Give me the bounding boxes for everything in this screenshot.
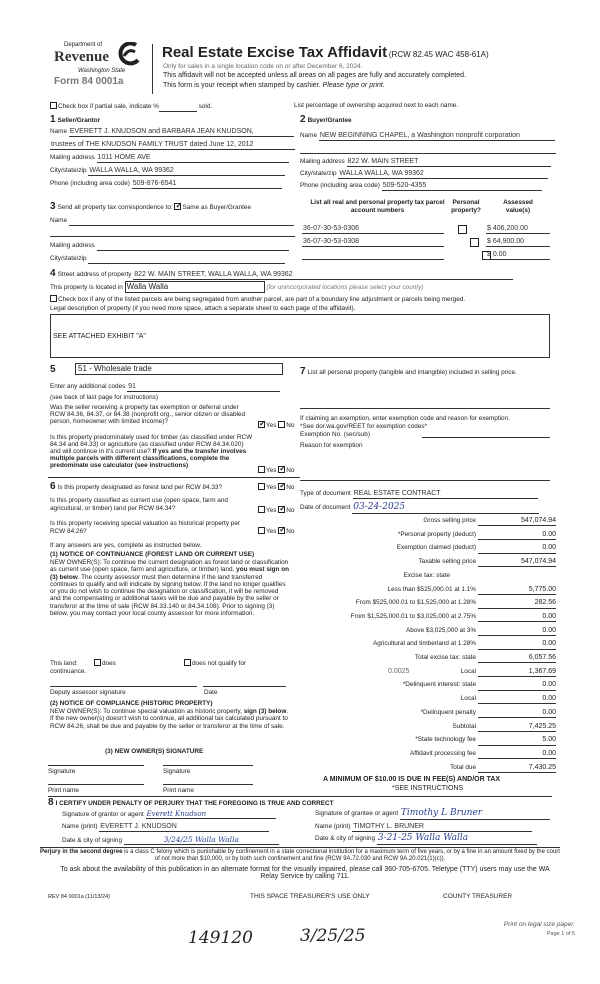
- yes-label: Yes: [266, 467, 277, 474]
- name-label: Name: [50, 128, 68, 135]
- fee-label: Excise tax: state: [403, 571, 450, 579]
- owner-signature-line-2[interactable]: [163, 765, 253, 766]
- historic-question: Is this property receiving special valuation as historical property per RCW 84.26?: [50, 520, 241, 535]
- fee-value[interactable]: 547,074.94: [478, 517, 556, 526]
- fee-value[interactable]: 5,775.00: [478, 586, 556, 595]
- treasurer-use-label: THIS SPACE TREASURER'S USE ONLY: [250, 893, 370, 900]
- current-use-question: Is this property classified as current use (open space, farm and agricultural, or timber) land per RCW 84.34?: [50, 497, 228, 512]
- title-rcw: (RCW 82.45 WAC 458-61A): [388, 50, 489, 59]
- grantee-name: [315, 823, 532, 832]
- partial-label: Check box if partial sale, indicate %: [58, 103, 159, 110]
- dor-logo: [50, 40, 142, 102]
- new-owner-signature-title: (3) NEW OWNER(S) SIGNATURE: [105, 748, 204, 755]
- fee-row: [300, 558, 580, 570]
- fee-row: [300, 668, 580, 680]
- same-as-buyer-checkbox[interactable]: [174, 203, 181, 210]
- grantee-date: [315, 833, 537, 845]
- fee-value[interactable]: 0.00: [478, 544, 556, 553]
- section-number: 8: [48, 797, 54, 808]
- does-label: does: [102, 660, 116, 667]
- sec4-located: [50, 281, 423, 293]
- subtitle-line3: [163, 82, 385, 90]
- type-label: Type of document: [300, 490, 351, 497]
- seller-mail-field[interactable]: 1011 HOME AVE: [97, 154, 289, 163]
- current-use-no-checkbox[interactable]: [278, 506, 285, 513]
- name-print-label: Name (print): [62, 823, 98, 830]
- local-rate: 0.0025: [388, 667, 410, 675]
- current-use-yes-checkbox[interactable]: [258, 506, 265, 513]
- form-title: [162, 44, 489, 62]
- forest-no-checkbox[interactable]: [278, 483, 285, 490]
- sec3-city-field[interactable]: [88, 255, 285, 264]
- perjury-text: is a class C felony which is punishable by confinement in a state correctional institution for a maximum term of five years, or by a fine in an amount fixed by the court of not more than $10,000, or by both such confinement and fine (RCW 9A.72.030 and RCW 9A.20.021(1)(c)).: [122, 849, 560, 862]
- q3-answer: [258, 483, 294, 492]
- accessibility-notice: To ask about the availability of this publication in an alternate format for the visually impaired, please call 360-705-6705. Teletype (TTY) users may use the WA Relay Service by calling 711.: [60, 866, 550, 881]
- fee-value[interactable]: 0.00: [478, 627, 556, 636]
- reason-label: Reason for exemption: [300, 442, 363, 449]
- grantee-signature: [315, 808, 550, 820]
- seller-title: Seller/Grantor: [57, 117, 101, 124]
- fee-label: *Delinquent interest: state: [402, 681, 476, 689]
- personal-property-line[interactable]: [300, 408, 550, 409]
- partial-sale: [50, 102, 212, 112]
- section-number: 4: [50, 268, 56, 279]
- grantor-date-field[interactable]: 3/24/25 Walla Walla: [124, 835, 279, 845]
- n1-text-b: you must sign on (3) below: [50, 566, 290, 581]
- same-as-buyer-label: Same as Buyer/Grantee: [182, 204, 252, 211]
- sec3-name-line-2[interactable]: [50, 236, 295, 237]
- fee-row: [300, 681, 580, 693]
- no-label: No: [286, 484, 295, 491]
- grantee-name-field[interactable]: TIMOTHY L. BRUNER: [352, 823, 532, 832]
- deputy-date-line[interactable]: [203, 686, 286, 687]
- land-use-code-select[interactable]: 51 - Wholesale trade: [75, 363, 283, 375]
- fee-value[interactable]: 0.00: [478, 709, 556, 718]
- forest-yes-checkbox[interactable]: [258, 483, 265, 490]
- seller-heading: [50, 114, 100, 126]
- fee-row: [300, 750, 580, 762]
- assessed-header: Assessed value(s): [503, 199, 533, 214]
- section-number: 5: [50, 364, 56, 375]
- date-city-label: Date & city of signing: [62, 837, 123, 844]
- fee-row: [300, 736, 580, 748]
- fee-row: [300, 640, 580, 652]
- q4-answer: [258, 506, 294, 515]
- minimum-due-note: A MINIMUM OF $10.00 IS DUE IN FEE(S) AND/OR TAX: [323, 776, 501, 783]
- page-number: Page 1 of 6: [546, 931, 575, 937]
- fee-label: From $525,000.01 to $1,525,000 at 1.28%: [355, 599, 476, 607]
- n2-text-c: . If the new owner(s) doesn't wish to continue, all additional tax calculated pursuant to RCW 84.26, shall be due and payable by the seller or transferor at the time of sale.: [50, 708, 289, 730]
- fee-label: Less than $525,000.01 at 1.1%: [387, 585, 476, 593]
- grantor-name: [62, 823, 269, 832]
- fee-value[interactable]: 5.00: [478, 736, 556, 745]
- fee-row: [300, 544, 580, 556]
- form-number: Form 84 0001a: [54, 76, 124, 87]
- segregated-row: [50, 295, 465, 304]
- receipt-note: This form is your receipt when stamped by cashier.: [163, 82, 321, 89]
- personal-header: Personal property?: [451, 199, 481, 214]
- continuance-label: continuance.: [50, 668, 87, 675]
- n1-text-c: . The county assessor must then determine if the land transferred continues to qualify and will indicate by signing below. If the land no longer qualifies or you do not wish to continue the designation or classification, it will be removed and the compensating or additional taxes will be due and payable by the seller or transferor at the time of sale (RCW 84.33.140 or 84.34.108). Prior to signing (3) below, you may contact your local county assessor for more information.: [50, 573, 286, 618]
- document-type: [300, 490, 538, 499]
- sec3-label: Send all property tax correspondence to:: [57, 204, 173, 211]
- sec7-label: List all personal property (tangible and intangible) included in selling price.: [307, 369, 517, 376]
- deputy-signature-line[interactable]: [50, 686, 197, 687]
- personal-property-checkbox[interactable]: [470, 238, 479, 247]
- buyer-name-line-2[interactable]: [300, 153, 556, 154]
- county-select[interactable]: Walla Walla: [125, 281, 265, 293]
- seller-mail: [50, 154, 289, 163]
- fee-label: Total due: [450, 763, 476, 771]
- seller-phone-field[interactable]: 509-876-6541: [132, 180, 282, 189]
- grantor-signature-field[interactable]: Everett Knudson: [146, 810, 276, 819]
- certify-heading: [48, 797, 334, 809]
- grantee-signature-field[interactable]: Timothy L Bruner: [400, 808, 550, 820]
- fee-value[interactable]: 547,074.94: [478, 558, 556, 567]
- q2-no-checkbox[interactable]: [278, 466, 285, 473]
- q1-yes-checkbox[interactable]: [258, 421, 265, 428]
- q2-answer: [258, 466, 294, 475]
- owner-signature-line-1[interactable]: [48, 765, 144, 766]
- fee-value[interactable]: 0.00: [478, 681, 556, 690]
- no-label: No: [286, 422, 295, 429]
- does-not-checkbox[interactable]: [184, 659, 191, 666]
- header-divider: [152, 44, 153, 94]
- city-label: City/state/zip: [300, 170, 337, 177]
- fee-row: [300, 613, 580, 625]
- divider: [40, 847, 560, 848]
- fee-value[interactable]: 0.00: [478, 750, 556, 759]
- yes-label: Yes: [266, 528, 277, 535]
- deputy-label: Deputy assessor signature: [50, 689, 126, 696]
- fee-row: [300, 572, 580, 584]
- addl-label: Enter any additional codes: [50, 383, 126, 390]
- date-label: Date of document: [300, 504, 351, 511]
- historic-no-checkbox[interactable]: [278, 527, 285, 534]
- title-text: Real Estate Excise Tax Affidavit: [162, 44, 388, 61]
- fee-value[interactable]: 7,425.25: [478, 723, 556, 732]
- mail-label: Mailing address: [50, 242, 95, 249]
- fee-label: *Delinquent penalty: [420, 708, 476, 716]
- logo-dept: Department of: [64, 42, 103, 48]
- buyer-heading: [300, 114, 352, 126]
- seller-name: [50, 128, 294, 137]
- grantor-date: [62, 835, 279, 845]
- fee-value[interactable]: 7,430.25: [478, 764, 556, 773]
- buyer-phone-field[interactable]: 509-520-4355: [382, 182, 542, 191]
- signature-label: Signature: [163, 768, 191, 775]
- exemption-question: Was the seller receiving a property tax exemption or deferral under RCW 84.36, 84.37, or 84.38 (nonprofit org., senior citizen or disabled person, homeowner with limited income)?: [50, 404, 246, 426]
- fee-row: [300, 586, 580, 598]
- yes-label: Yes: [266, 422, 277, 429]
- perjury-bold: Perjury in the second degree: [40, 849, 123, 855]
- certify-text: I CERTIFY UNDER PENALTY OF PERJURY THAT THE FOREGOING IS TRUE AND CORRECT: [55, 800, 334, 807]
- legal-label: Legal description of property (if you need more space, attach a separate sheet to each page of the affidavit).: [50, 305, 356, 312]
- fee-row: [300, 723, 580, 735]
- seller-name-field[interactable]: EVERETT J. KNUDSON and BARBARA JEAN KNUDSON,: [69, 128, 294, 137]
- ownership-note: List percentage of ownership acquired next to each name.: [294, 102, 459, 109]
- partial-sale-checkbox[interactable]: [50, 102, 57, 109]
- seller-city: [50, 167, 285, 176]
- exemption-no-label: Exemption No. (sec/sub): [300, 431, 370, 438]
- buyer-mail-field[interactable]: 822 W. MAIN STREET: [347, 158, 551, 167]
- partial-percent-field[interactable]: [159, 103, 197, 112]
- date-city-label: Date & city of signing: [315, 835, 376, 842]
- notice-continuance-text: [50, 559, 290, 617]
- this-land-label: This land:: [50, 660, 78, 667]
- assessed-value-field[interactable]: $ 64,900.00: [486, 238, 550, 247]
- name-print-label: Name (print): [315, 823, 351, 830]
- fee-label: Affidavit processing fee: [410, 749, 476, 757]
- divider: [48, 477, 300, 478]
- buyer-title: Buyer/Grantee: [307, 117, 352, 124]
- sig-grantee-label: Signature of grantee or agent: [315, 810, 399, 817]
- fee-row: [300, 599, 580, 611]
- perjury-notice: [40, 849, 560, 862]
- section-number: 7: [300, 366, 306, 377]
- type-note: Please type or print.: [322, 82, 385, 89]
- handwritten-receipt-number: 149120: [188, 928, 253, 948]
- sec4-street: [50, 268, 513, 280]
- document-type-field[interactable]: REAL ESTATE CONTRACT: [353, 490, 538, 499]
- fee-label: Above $3,025,000 at 3%: [406, 626, 476, 634]
- seller-name-field-2[interactable]: trustees of THE KNUDSON FAMILY TRUST dated June 12, 2012: [50, 141, 295, 150]
- sold-label: sold.: [198, 103, 213, 110]
- q5-answer: [258, 527, 294, 536]
- legal-description-text: SEE ATTACHED EXHIBIT "A": [53, 333, 146, 340]
- reason-field[interactable]: [300, 480, 550, 481]
- phone-label: Phone (including area code): [300, 182, 380, 189]
- yes-label: Yes: [266, 484, 277, 491]
- fee-row: [300, 709, 580, 721]
- fee-row: [300, 627, 580, 639]
- n2-text-a: NEW OWNER(S): To continue special valuation as historic property,: [50, 708, 242, 715]
- does-not-label: does not qualify for: [192, 660, 246, 667]
- fee-value[interactable]: 0.00: [478, 695, 556, 704]
- does-not-option: [184, 659, 246, 668]
- county-treasurer-label: COUNTY TREASURER: [443, 893, 513, 900]
- timber-bold-text: If yes and the transfer involves multiple parcels with different classifications, complete the predominate use calculator (see instructions): [50, 448, 247, 470]
- parcel-number-field[interactable]: 36-07-30-53-0308: [302, 238, 444, 247]
- claim-exemption-note: If claiming an exemption, enter exemption code and reason for exemption. *See dor.wa.gov/REET for exemption codes*: [300, 415, 510, 430]
- no-label: No: [286, 507, 295, 514]
- fee-label: Gross selling price: [423, 517, 476, 524]
- logo-state: Washington State: [78, 68, 126, 74]
- section-number: 1: [50, 114, 56, 125]
- print-name-label: Print name: [163, 787, 194, 794]
- name-label: Name: [50, 217, 68, 224]
- historic-yes-checkbox[interactable]: [258, 527, 265, 534]
- buyer-city: [300, 170, 548, 179]
- fee-row: [300, 695, 580, 707]
- street-label: Street address of property: [57, 271, 132, 278]
- see-instructions: *SEE INSTRUCTIONS: [392, 785, 464, 792]
- yes-label: Yes: [266, 507, 277, 514]
- parcel-number-field[interactable]: [302, 251, 444, 260]
- no-label: No: [286, 528, 295, 535]
- buyer-city-field[interactable]: WALLA WALLA, WA 99362: [338, 170, 548, 179]
- mail-label: Mailing address: [300, 158, 345, 165]
- fee-label: *State technology fee: [415, 736, 476, 744]
- parcel-header: List all real and personal property tax parcel account numbers: [310, 199, 445, 214]
- revision-label: REV 84 0001a (11/13/24): [48, 894, 110, 900]
- subtitle-line2: This affidavit will not be accepted unless all areas on all pages are fully and accurately completed.: [163, 72, 466, 79]
- date-label: Date: [204, 689, 218, 696]
- city-label: City/state/zip: [50, 255, 87, 262]
- timber-question: [50, 434, 255, 469]
- fee-row: [300, 654, 580, 666]
- sig-grantor-label: Signature of grantor or agent: [62, 811, 144, 818]
- timber-text: Is this property predominately used for timber (as classified under RCW 84.34 and 84.33) or agriculture (as classified under RCW 84.34.020) and will continue in it's current use?: [50, 434, 253, 456]
- signature-label: Signature: [48, 768, 76, 775]
- print-name-label: Print name: [48, 787, 79, 794]
- fee-label: Total excise tax: state: [414, 654, 476, 661]
- personal-property-checkbox[interactable]: [458, 225, 467, 234]
- notice-compliance-text: [50, 708, 290, 730]
- see-back-note: (see back of last page for instructions): [50, 394, 158, 401]
- q1-answer: [258, 421, 294, 430]
- fee-value[interactable]: 0.00: [478, 613, 556, 622]
- owner-print-line-2[interactable]: [163, 784, 253, 785]
- fee-value[interactable]: 282.56: [478, 599, 556, 608]
- q2-yes-checkbox[interactable]: [258, 466, 265, 473]
- city-label: City/state/zip: [50, 167, 87, 174]
- segregated-label: Check box if any of the listed parcels are being segregated from another parcel, are part of a boundary line adjustment or parcels being merged.: [58, 296, 466, 303]
- forest-question: [50, 481, 222, 493]
- notice-compliance-title: (2) NOTICE OF COMPLIANCE (HISTORIC PROPERTY): [50, 700, 213, 707]
- subtitle-line1: Only for sales in a single location code on or after December 6, 2024.: [163, 63, 363, 70]
- buyer-name: [300, 132, 555, 141]
- does-option: [94, 659, 116, 668]
- sec3-mail-field[interactable]: [97, 242, 289, 251]
- name-label: Name: [300, 132, 318, 139]
- sec7-heading: [300, 366, 550, 378]
- no-label: No: [286, 467, 295, 474]
- owner-print-line-1[interactable]: [48, 784, 144, 785]
- seller-city-field[interactable]: WALLA WALLA, WA 99362: [88, 167, 285, 176]
- section-number: 3: [50, 201, 56, 212]
- fee-label: *Personal property (deduct): [397, 530, 476, 538]
- fee-value[interactable]: 0.00: [478, 640, 556, 649]
- fee-row: [300, 764, 580, 776]
- additional-codes: [50, 383, 280, 392]
- n1-text-a: NEW OWNER(S): To continue the current designation as forest land or classification as current use (open space, farm and agriculture, or timber) land,: [50, 559, 289, 574]
- document-date-field[interactable]: 03-24-2025: [352, 502, 539, 514]
- fee-label: Exemption claimed (deduct): [396, 544, 476, 552]
- does-checkbox[interactable]: [94, 659, 101, 666]
- section-number: 2: [300, 114, 306, 125]
- revenue-swirl-icon: [116, 42, 142, 66]
- grantor-signature: [62, 810, 276, 819]
- segregated-checkbox[interactable]: [50, 295, 57, 302]
- buyer-name-field[interactable]: NEW BEGINNING CHAPEL, a Washington nonprofit corporation: [319, 132, 555, 141]
- exemption-no-field[interactable]: [422, 437, 550, 438]
- handwritten-receipt-date: 3/25/25: [300, 926, 366, 946]
- fee-label: Subtotal: [452, 722, 476, 730]
- parcel-number-field[interactable]: 36-07-30-53-0306: [302, 225, 444, 234]
- sec3-name-field[interactable]: [69, 217, 294, 226]
- fee-label: Local: [460, 695, 476, 703]
- fee-value[interactable]: 6,057.56: [478, 654, 556, 663]
- grantor-name-field[interactable]: EVERETT J. KNUDSON: [99, 823, 269, 832]
- assessed-value-field[interactable]: $ 0.00: [486, 251, 550, 260]
- located-note: (for unincorporated locations please select your county): [266, 284, 424, 291]
- document-date: [300, 502, 539, 514]
- fee-value[interactable]: 1,367.69: [478, 668, 556, 677]
- additional-codes-field[interactable]: 91: [127, 383, 280, 392]
- buyer-phone: [300, 182, 542, 191]
- q1-no-checkbox[interactable]: [278, 421, 285, 428]
- assessed-value-field[interactable]: $ 406,200.00: [486, 225, 550, 234]
- fee-row: [300, 531, 580, 543]
- sec3-name: [50, 217, 294, 226]
- mail-label: Mailing address: [50, 154, 95, 161]
- section-number: 6: [50, 481, 56, 492]
- forest-text: Is this property designated as forest land per RCW 84.33?: [57, 484, 223, 491]
- sec3-city: [50, 255, 285, 264]
- sec3-mail: [50, 242, 289, 251]
- phone-label: Phone (including area code): [50, 180, 130, 187]
- street-field[interactable]: 822 W. MAIN STREET, WALLA WALLA, WA 99362: [133, 271, 513, 280]
- located-label: This property is located in: [50, 284, 123, 291]
- legal-description-box[interactable]: [50, 314, 550, 358]
- fee-label: Taxable selling price: [418, 558, 476, 566]
- fee-row: [300, 517, 580, 529]
- logo-revenue: Revenue: [54, 49, 109, 65]
- fee-label: Agricultural and timberland at 1.28%: [372, 640, 476, 648]
- grantee-date-field[interactable]: 3-21-25 Walla Walla: [377, 833, 537, 845]
- fee-value[interactable]: 0.00: [478, 531, 556, 540]
- fee-label: From $1,525,000.01 to $3,025,000 at 2.75%: [350, 612, 476, 620]
- n2-text-b: sign (3) below: [243, 708, 287, 715]
- buyer-mail: [300, 158, 551, 167]
- notice-continuance-title: (1) NOTICE OF CONTINUANCE (FOREST LAND OR CURRENT USE): [50, 551, 255, 558]
- seller-phone: [50, 180, 282, 189]
- sec3-heading: [50, 201, 251, 213]
- fee-label: Local: [460, 667, 476, 675]
- legal-size-note: Print on legal size paper.: [503, 921, 575, 928]
- if-yes-note: If any answers are yes, complete as instructed below.: [50, 542, 202, 549]
